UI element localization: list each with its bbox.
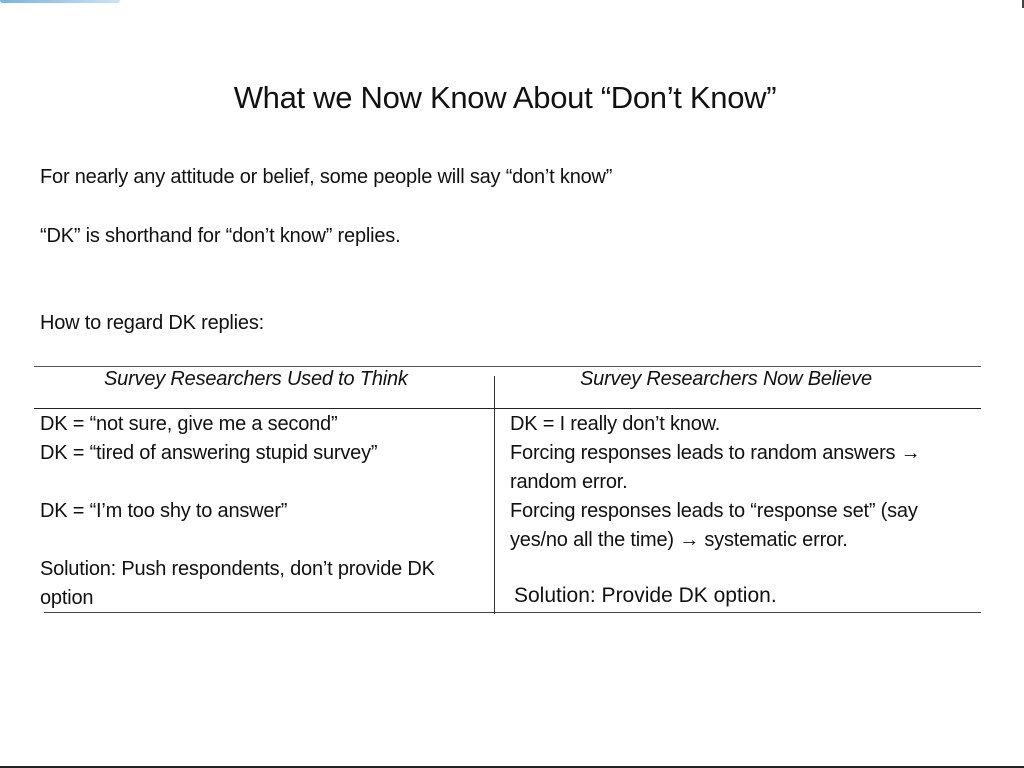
dk-definition-paragraph: “DK” is shorthand for “don’t know” replies. (40, 225, 401, 247)
old-view-shy: DK = “I’m too shy to answer” (40, 500, 288, 522)
old-view-not-sure: DK = “not sure, give me a second” (40, 413, 338, 435)
old-view-solution: Solution: Push respondents, don’t provide DK option (40, 558, 435, 609)
new-view-solution: Solution: Provide DK option. (514, 584, 777, 607)
comparison-table (34, 366, 981, 614)
top-accent-bar (0, 0, 120, 3)
old-view-tired: DK = “tired of answering stupid survey” (40, 442, 378, 464)
new-view-random-error: Forcing responses leads to random answers → random error. (510, 442, 921, 493)
header-used-to-think: Survey Researchers Used to Think (104, 368, 408, 390)
table-header-rule (34, 408, 981, 409)
header-now-believe: Survey Researchers Now Believe (580, 368, 872, 390)
slide-title: What we Now Know About “Don’t Know” (233, 80, 777, 115)
table-lead-in: How to regard DK replies: (40, 312, 264, 334)
table-top-rule (34, 366, 981, 367)
new-view-systematic-error: Forcing responses leads to “response set” (say yes/no all the time) → systematic error. (510, 500, 918, 551)
new-view-really-dont-know: DK = I really don’t know. (510, 413, 721, 435)
intro-paragraph: For nearly any attitude or belief, some people will say “don’t know” (40, 166, 613, 188)
table-column-divider (494, 376, 495, 614)
